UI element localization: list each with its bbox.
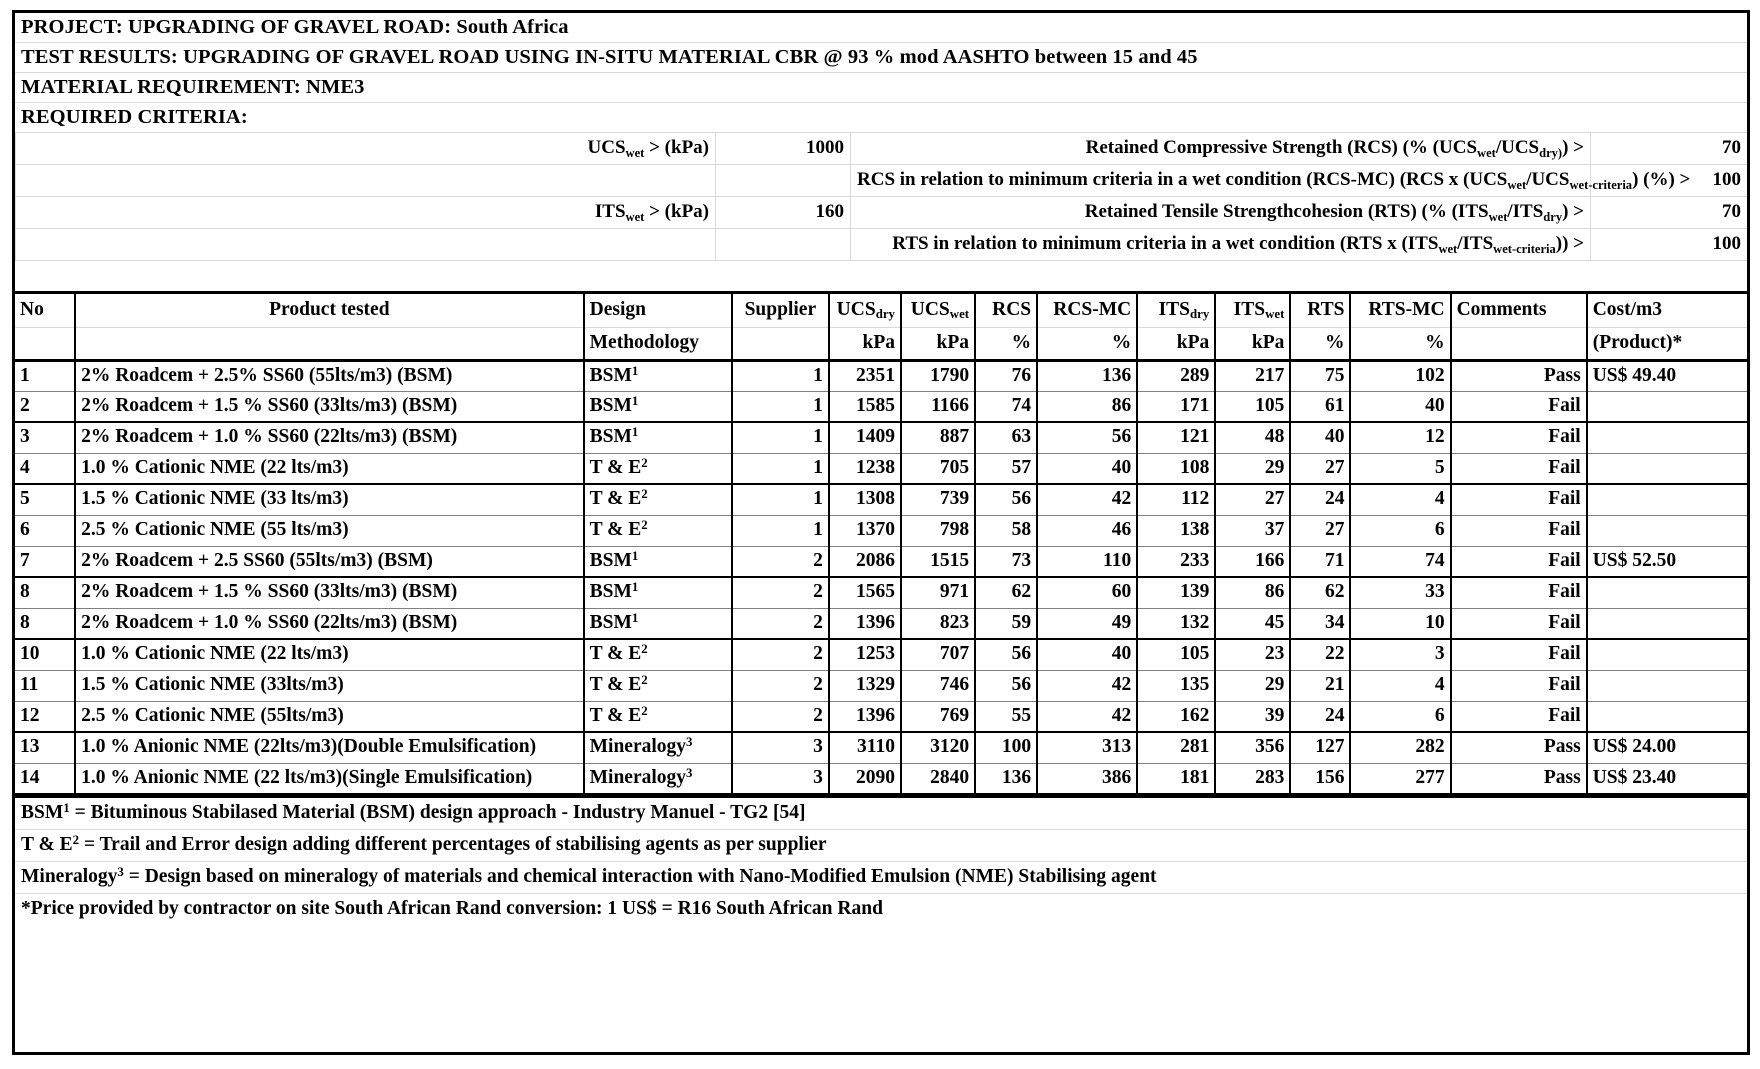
cell-rts: 62 xyxy=(1290,577,1350,608)
criteria-left-value: 1000 xyxy=(716,133,851,165)
criteria-right-value: 100 xyxy=(1591,165,1748,197)
cell-its-wet: 23 xyxy=(1215,639,1290,670)
cell-rcs: 56 xyxy=(975,670,1037,701)
cell-its-dry: 181 xyxy=(1137,763,1215,794)
cell-cost xyxy=(1587,484,1747,515)
column-header-unit: (Product)* xyxy=(1587,327,1747,360)
cell-ucs-dry: 1396 xyxy=(829,608,901,639)
cell-its-dry: 138 xyxy=(1137,515,1215,546)
cell-ucs-wet: 798 xyxy=(901,515,975,546)
cell-no: 4 xyxy=(15,453,75,484)
cell-ucs-dry: 1396 xyxy=(829,701,901,732)
cell-rcs: 136 xyxy=(975,763,1037,794)
cell-ucs-dry: 1565 xyxy=(829,577,901,608)
table-row[interactable] xyxy=(15,608,1747,639)
cell-cost: US$ 52.50 xyxy=(1587,546,1747,577)
cell-rts-mc: 282 xyxy=(1350,732,1450,763)
cell-rcs-mc: 56 xyxy=(1037,422,1137,453)
column-header-unit: % xyxy=(1290,327,1350,360)
cell-design-methodology: BSM$^1$ xyxy=(584,577,732,608)
cell-product: 1.5 % Cationic NME (33lts/m3) xyxy=(75,670,584,701)
table-row[interactable] xyxy=(15,391,1747,422)
cell-cost xyxy=(1587,608,1747,639)
cell-rts-mc: 5 xyxy=(1350,453,1450,484)
cell-rts: 27 xyxy=(1290,515,1350,546)
cell-rts-mc: 102 xyxy=(1350,360,1450,391)
criteria-spacer-cell xyxy=(716,261,851,291)
column-header-unit: % xyxy=(1037,327,1137,360)
footnote-text: $BSM^1$ = Bituminous Stabilased Material (BSM) design approach - Industry Manuel - TG2 [54] xyxy=(15,797,1747,830)
cell-its-dry: 108 xyxy=(1137,453,1215,484)
cell-rts: 75 xyxy=(1290,360,1350,391)
cell-design-methodology: T & $E^2$ xyxy=(584,453,732,484)
status-badge: Fail xyxy=(1451,670,1587,701)
cell-rts-mc: 4 xyxy=(1350,670,1450,701)
cell-its-dry: 233 xyxy=(1137,546,1215,577)
cell-cost: US$ 24.00 xyxy=(1587,732,1747,763)
cell-rcs-mc: 46 xyxy=(1037,515,1137,546)
cell-rcs-mc: 86 xyxy=(1037,391,1137,422)
cell-cost xyxy=(1587,577,1747,608)
cell-product: 2% Roadcem + 1.0 % SS60 (22lts/m3) (BSM) xyxy=(75,422,584,453)
footnote-row xyxy=(15,862,1747,894)
cell-design-methodology: T & $E^2$ xyxy=(584,701,732,732)
table-row[interactable] xyxy=(15,701,1747,732)
column-header-unit xyxy=(732,327,829,360)
column-header: Design xyxy=(584,292,732,327)
cell-ucs-wet: 769 xyxy=(901,701,975,732)
cell-rts-mc: 6 xyxy=(1350,515,1450,546)
column-header-unit: kPa xyxy=(829,327,901,360)
column-header-unit: kPa xyxy=(1137,327,1215,360)
cell-rcs-mc: 49 xyxy=(1037,608,1137,639)
criteria-left-label: $ITS_{wet} > (kPa)$ xyxy=(16,197,716,229)
cell-design-methodology: T & $E^2$ xyxy=(584,515,732,546)
cell-supplier: 2 xyxy=(732,577,829,608)
cell-supplier: 1 xyxy=(732,360,829,391)
cell-product: 2% Roadcem + 1.5 % SS60 (33lts/m3) (BSM) xyxy=(75,577,584,608)
cell-rcs: 100 xyxy=(975,732,1037,763)
cell-rts: 24 xyxy=(1290,484,1350,515)
cell-rts: 24 xyxy=(1290,701,1350,732)
footnote-row xyxy=(15,894,1747,926)
criteria-row xyxy=(16,165,1748,197)
cell-rcs-mc: 60 xyxy=(1037,577,1137,608)
column-header: Comments xyxy=(1451,292,1587,327)
cell-rts: 21 xyxy=(1290,670,1350,701)
cell-rcs: 57 xyxy=(975,453,1037,484)
table-row[interactable] xyxy=(15,670,1747,701)
cell-supplier: 3 xyxy=(732,763,829,794)
cell-rcs: 63 xyxy=(975,422,1037,453)
status-badge: Fail xyxy=(1451,577,1587,608)
criteria-left-label xyxy=(16,229,716,261)
cell-its-wet: 283 xyxy=(1215,763,1290,794)
column-header-unit: kPa xyxy=(1215,327,1290,360)
cell-its-dry: 121 xyxy=(1137,422,1215,453)
table-row[interactable] xyxy=(15,484,1747,515)
column-header: Supplier xyxy=(732,292,829,327)
cell-its-wet: 166 xyxy=(1215,546,1290,577)
criteria-spacer-cell xyxy=(1591,261,1748,291)
results-table-head xyxy=(15,292,1747,360)
cell-ucs-wet: 707 xyxy=(901,639,975,670)
cell-design-methodology: T & $E^2$ xyxy=(584,670,732,701)
cell-product: 2% Roadcem + 1.0 % SS60 (22lts/m3) (BSM) xyxy=(75,608,584,639)
criteria-right-label: RTS in relation to minimum criteria in a wet condition (RTS x $(ITS_{wet}/ITS_{wet-criteria})$) > xyxy=(851,229,1591,261)
cell-ucs-wet: 1515 xyxy=(901,546,975,577)
status-badge: Fail xyxy=(1451,484,1587,515)
table-row[interactable] xyxy=(15,577,1747,608)
cell-rts: 34 xyxy=(1290,608,1350,639)
cell-rcs: 56 xyxy=(975,484,1037,515)
column-header-unit xyxy=(15,327,75,360)
cell-no: 12 xyxy=(15,701,75,732)
cell-rcs-mc: 42 xyxy=(1037,670,1137,701)
cell-rcs: 74 xyxy=(975,391,1037,422)
criteria-right-label: Retained Compressive Strength (RCS) (% $(UCS_{wet}/UCS_{dry)})$ > xyxy=(851,133,1591,165)
cell-its-dry: 162 xyxy=(1137,701,1215,732)
table-row[interactable] xyxy=(15,763,1747,794)
cell-supplier: 2 xyxy=(732,701,829,732)
cell-design-methodology: Mineralogy$^3$ xyxy=(584,732,732,763)
cell-no: 7 xyxy=(15,546,75,577)
cell-rts: 22 xyxy=(1290,639,1350,670)
criteria-block xyxy=(15,132,1748,291)
material-requirement-line: MATERIAL REQUIREMENT: NME3 xyxy=(15,73,1747,103)
status-badge: Fail xyxy=(1451,515,1587,546)
column-header-unit: Methodology xyxy=(584,327,732,360)
table-row[interactable] xyxy=(15,732,1747,763)
header-row-units xyxy=(15,327,1747,360)
criteria-row xyxy=(16,133,1748,165)
title-row-test-results xyxy=(15,43,1747,73)
column-header: RTS-MC xyxy=(1350,292,1450,327)
column-header-unit xyxy=(75,327,584,360)
cell-design-methodology: BSM$^1$ xyxy=(584,422,732,453)
criteria-left-value xyxy=(716,229,851,261)
footnote-text: T & $E^2$ = Trail and Error design adding different percentages of stabilising agents as per supplier xyxy=(15,830,1747,862)
cell-rts: 40 xyxy=(1290,422,1350,453)
title-row-criteria xyxy=(15,103,1747,133)
cell-supplier: 1 xyxy=(732,422,829,453)
cell-cost xyxy=(1587,670,1747,701)
column-header: $UCS_{dry}$ xyxy=(829,292,901,327)
cell-supplier: 2 xyxy=(732,670,829,701)
cell-ucs-dry: 1370 xyxy=(829,515,901,546)
cell-rcs: 59 xyxy=(975,608,1037,639)
criteria-row xyxy=(16,197,1748,229)
cell-ucs-dry: 1585 xyxy=(829,391,901,422)
cell-rcs: 73 xyxy=(975,546,1037,577)
cell-its-wet: 45 xyxy=(1215,608,1290,639)
status-badge: Pass xyxy=(1451,763,1587,794)
footnote-row xyxy=(15,830,1747,862)
criteria-spacer-cell xyxy=(16,261,716,291)
cell-supplier: 2 xyxy=(732,608,829,639)
column-header: RCS xyxy=(975,292,1037,327)
cell-its-wet: 39 xyxy=(1215,701,1290,732)
cell-rts: 156 xyxy=(1290,763,1350,794)
cell-ucs-wet: 971 xyxy=(901,577,975,608)
cell-supplier: 2 xyxy=(732,639,829,670)
cell-rts-mc: 12 xyxy=(1350,422,1450,453)
cell-product: 1.0 % Anionic NME (22lts/m3)(Double Emulsification) xyxy=(75,732,584,763)
cell-rts-mc: 277 xyxy=(1350,763,1450,794)
criteria-left-label xyxy=(16,165,716,197)
status-badge: Fail xyxy=(1451,391,1587,422)
cell-rts-mc: 74 xyxy=(1350,546,1450,577)
cell-no: 6 xyxy=(15,515,75,546)
cell-design-methodology: BSM$^1$ xyxy=(584,391,732,422)
cell-supplier: 3 xyxy=(732,732,829,763)
cell-no: 1 xyxy=(15,360,75,391)
status-badge: Fail xyxy=(1451,608,1587,639)
cell-rts: 127 xyxy=(1290,732,1350,763)
cell-its-dry: 135 xyxy=(1137,670,1215,701)
cell-its-wet: 105 xyxy=(1215,391,1290,422)
cell-cost xyxy=(1587,701,1747,732)
cell-rcs: 56 xyxy=(975,639,1037,670)
cell-rts-mc: 10 xyxy=(1350,608,1450,639)
cell-ucs-dry: 1238 xyxy=(829,453,901,484)
cell-no: 14 xyxy=(15,763,75,794)
status-badge: Fail xyxy=(1451,639,1587,670)
cell-rcs: 76 xyxy=(975,360,1037,391)
cell-product: 2.5 % Cationic NME (55 lts/m3) xyxy=(75,515,584,546)
cell-design-methodology: T & $E^2$ xyxy=(584,639,732,670)
cell-rcs-mc: 40 xyxy=(1037,639,1137,670)
cell-rts-mc: 6 xyxy=(1350,701,1450,732)
column-header: $UCS_{wet}$ xyxy=(901,292,975,327)
column-header: $ITS_{wet}$ xyxy=(1215,292,1290,327)
status-badge: Fail xyxy=(1451,701,1587,732)
cell-product: 2.5 % Cationic NME (55lts/m3) xyxy=(75,701,584,732)
criteria-right-value: 70 xyxy=(1591,133,1748,165)
cell-cost xyxy=(1587,453,1747,484)
cell-cost: US$ 23.40 xyxy=(1587,763,1747,794)
cell-rcs-mc: 40 xyxy=(1037,453,1137,484)
cell-rts: 27 xyxy=(1290,453,1350,484)
criteria-spacer-row xyxy=(16,261,1748,291)
criteria-left-label: $UCS_{wet} > (kPa)$ xyxy=(16,133,716,165)
criteria-left-value xyxy=(716,165,851,197)
cell-its-wet: 48 xyxy=(1215,422,1290,453)
cell-rts-mc: 40 xyxy=(1350,391,1450,422)
cell-ucs-wet: 739 xyxy=(901,484,975,515)
cell-product: 2% Roadcem + 2.5 SS60 (55lts/m3) (BSM) xyxy=(75,546,584,577)
report-frame xyxy=(12,10,1750,1055)
cell-no: 11 xyxy=(15,670,75,701)
cell-ucs-dry: 3110 xyxy=(829,732,901,763)
status-badge: Pass xyxy=(1451,360,1587,391)
cell-rcs: 62 xyxy=(975,577,1037,608)
title-block xyxy=(15,13,1747,132)
cell-no: 10 xyxy=(15,639,75,670)
cell-ucs-dry: 2086 xyxy=(829,546,901,577)
cell-rts: 71 xyxy=(1290,546,1350,577)
column-header-unit: kPa xyxy=(901,327,975,360)
column-header-unit: % xyxy=(1350,327,1450,360)
cell-rts: 61 xyxy=(1290,391,1350,422)
cell-cost xyxy=(1587,515,1747,546)
criteria-row xyxy=(16,229,1748,261)
cell-its-wet: 37 xyxy=(1215,515,1290,546)
cell-its-dry: 132 xyxy=(1137,608,1215,639)
cell-rcs-mc: 313 xyxy=(1037,732,1137,763)
cell-product: 1.0 % Cationic NME (22 lts/m3) xyxy=(75,639,584,670)
status-badge: Pass xyxy=(1451,732,1587,763)
cell-its-dry: 171 xyxy=(1137,391,1215,422)
cell-ucs-wet: 705 xyxy=(901,453,975,484)
cell-its-wet: 27 xyxy=(1215,484,1290,515)
cell-ucs-dry: 1308 xyxy=(829,484,901,515)
cell-its-dry: 112 xyxy=(1137,484,1215,515)
cell-design-methodology: Mineralogy$^3$ xyxy=(584,763,732,794)
cell-ucs-wet: 887 xyxy=(901,422,975,453)
column-header: No xyxy=(15,292,75,327)
cell-rts-mc: 4 xyxy=(1350,484,1450,515)
cell-rts-mc: 33 xyxy=(1350,577,1450,608)
column-header: RTS xyxy=(1290,292,1350,327)
status-badge: Fail xyxy=(1451,422,1587,453)
cell-its-wet: 29 xyxy=(1215,670,1290,701)
cell-cost xyxy=(1587,422,1747,453)
cell-rcs: 58 xyxy=(975,515,1037,546)
cell-rcs-mc: 42 xyxy=(1037,701,1137,732)
column-header: RCS-MC xyxy=(1037,292,1137,327)
cell-its-dry: 139 xyxy=(1137,577,1215,608)
cell-its-wet: 86 xyxy=(1215,577,1290,608)
status-badge: Fail xyxy=(1451,546,1587,577)
results-table-body xyxy=(15,360,1747,794)
cell-design-methodology: BSM$^1$ xyxy=(584,360,732,391)
cell-product: 2% Roadcem + 1.5 % SS60 (33lts/m3) (BSM) xyxy=(75,391,584,422)
cell-its-dry: 289 xyxy=(1137,360,1215,391)
cell-ucs-wet: 746 xyxy=(901,670,975,701)
cell-its-wet: 356 xyxy=(1215,732,1290,763)
footnotes-block xyxy=(15,795,1747,925)
cell-ucs-wet: 1166 xyxy=(901,391,975,422)
column-header: Product tested xyxy=(75,292,584,327)
cell-supplier: 1 xyxy=(732,484,829,515)
cell-no: 2 xyxy=(15,391,75,422)
cell-supplier: 2 xyxy=(732,546,829,577)
cell-product: 1.5 % Cationic NME (33 lts/m3) xyxy=(75,484,584,515)
cell-ucs-wet: 3120 xyxy=(901,732,975,763)
title-row-project xyxy=(15,13,1747,43)
cell-ucs-dry: 1409 xyxy=(829,422,901,453)
cell-design-methodology: T & $E^2$ xyxy=(584,484,732,515)
cell-no: 8 xyxy=(15,577,75,608)
footnote-row xyxy=(15,797,1747,830)
cell-ucs-wet: 823 xyxy=(901,608,975,639)
required-criteria-line: REQUIRED CRITERIA: xyxy=(21,106,248,128)
cell-no: 3 xyxy=(15,422,75,453)
cell-supplier: 1 xyxy=(732,515,829,546)
cell-rcs-mc: 136 xyxy=(1037,360,1137,391)
cell-supplier: 1 xyxy=(732,453,829,484)
criteria-right-label: Retained Tensile Strengthcohesion (RTS) (% $(ITS_{wet}/ITS_{dry})$ > xyxy=(851,197,1591,229)
footnote-text: *Price provided by contractor on site South African Rand conversion: 1 US$ = R16 South African Rand xyxy=(21,898,883,919)
column-header: Cost/m3 xyxy=(1587,292,1747,327)
cell-its-wet: 29 xyxy=(1215,453,1290,484)
cell-ucs-wet: 2840 xyxy=(901,763,975,794)
cell-no: 5 xyxy=(15,484,75,515)
cell-design-methodology: BSM$^1$ xyxy=(584,546,732,577)
criteria-spacer-cell xyxy=(851,261,1591,291)
table-row[interactable] xyxy=(15,422,1747,453)
cell-ucs-dry: 1329 xyxy=(829,670,901,701)
column-header: $ITS_{dry}$ xyxy=(1137,292,1215,327)
cell-its-wet: 217 xyxy=(1215,360,1290,391)
cell-no: 8 xyxy=(15,608,75,639)
cell-its-dry: 281 xyxy=(1137,732,1215,763)
test-results-line: TEST RESULTS: UPGRADING OF GRAVEL ROAD USING IN-SITU MATERIAL CBR @ 93 % mod AASHTO between 15 and 45 xyxy=(15,43,1747,73)
column-header-unit: % xyxy=(975,327,1037,360)
cell-ucs-dry: 1253 xyxy=(829,639,901,670)
criteria-right-value: 70 xyxy=(1591,197,1748,229)
table-row[interactable] xyxy=(15,515,1747,546)
criteria-right-label: RCS in relation to minimum criteria in a wet condition (RCS-MC) (RCS x $(UCS_{wet}/UCS_{wet-criteria})$ (%) > xyxy=(851,165,1591,197)
cell-no: 13 xyxy=(15,732,75,763)
cell-design-methodology: BSM$^1$ xyxy=(584,608,732,639)
cell-product: 2% Roadcem + 2.5% SS60 (55lts/m3) (BSM) xyxy=(75,360,584,391)
header-row-primary xyxy=(15,292,1747,327)
cell-ucs-dry: 2351 xyxy=(829,360,901,391)
project-line: PROJECT: UPGRADING OF GRAVEL ROAD: South Africa xyxy=(15,13,1747,43)
cell-its-dry: 105 xyxy=(1137,639,1215,670)
cell-ucs-dry: 2090 xyxy=(829,763,901,794)
cell-supplier: 1 xyxy=(732,391,829,422)
cell-rts-mc: 3 xyxy=(1350,639,1450,670)
status-badge: Fail xyxy=(1451,453,1587,484)
cell-cost xyxy=(1587,391,1747,422)
criteria-left-value: 160 xyxy=(716,197,851,229)
table-row[interactable] xyxy=(15,453,1747,484)
cell-product: 1.0 % Anionic NME (22 lts/m3)(Single Emulsification) xyxy=(75,763,584,794)
cell-product: 1.0 % Cationic NME (22 lts/m3) xyxy=(75,453,584,484)
table-row[interactable] xyxy=(15,546,1747,577)
cell-rcs-mc: 42 xyxy=(1037,484,1137,515)
cell-rcs-mc: 110 xyxy=(1037,546,1137,577)
title-row-material xyxy=(15,73,1747,103)
criteria-right-value: 100 xyxy=(1591,229,1748,261)
table-row[interactable] xyxy=(15,639,1747,670)
cell-rcs-mc: 386 xyxy=(1037,763,1137,794)
table-row[interactable] xyxy=(15,360,1747,391)
cell-rcs: 55 xyxy=(975,701,1037,732)
cell-cost: US$ 49.40 xyxy=(1587,360,1747,391)
cell-ucs-wet: 1790 xyxy=(901,360,975,391)
column-header-unit xyxy=(1451,327,1587,360)
results-table xyxy=(15,291,1747,796)
footnote-text: Mineralogy$^3$ = Design based on mineralogy of materials and chemical interaction with Nano-Modified Emulsion (NME) Stabilising agent xyxy=(15,862,1747,894)
cell-cost xyxy=(1587,639,1747,670)
